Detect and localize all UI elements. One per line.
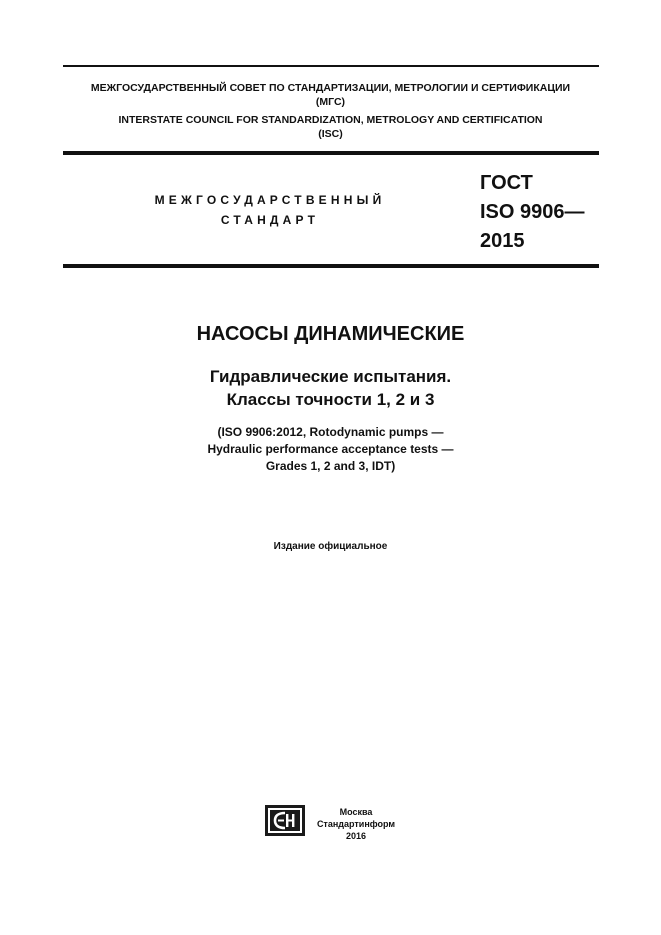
iso-reference-1: (ISO 9906:2012, Rotodynamic pumps — [217,425,444,439]
standard-type-line1: МЕЖГОСУДАРСТВЕННЫЙ [154,193,386,207]
document-title: НАСОСЫ ДИНАМИЧЕСКИЕ [196,323,465,345]
designation-line3: 2015 [480,230,525,252]
council-ru-abbr: (МГС) [315,96,346,108]
publisher-city: Москва [339,807,373,817]
standard-type-line2: СТАНДАРТ [220,213,320,227]
council-en: INTERSTATE COUNCIL FOR STANDARDIZATION, METROLOGY AND CERTIFICATION [118,114,543,126]
council-en-abbr: (ISC) [318,128,343,140]
header-rule [63,151,599,155]
iso-reference-3: Grades 1, 2 and 3, IDT) [265,459,396,473]
designation-line2: ISO 9906— [480,201,585,223]
iso-reference-2: Hydraulic performance acceptance tests — [207,442,454,456]
edition-label: Издание официальное [273,541,388,552]
document-subtitle-1: Гидравлические испытания. [209,367,452,386]
document-subtitle-2: Классы точности 1, 2 и 3 [226,390,435,409]
designation-line1: ГОСТ [480,172,533,194]
publisher-year: 2016 [345,831,367,841]
publisher-name: Стандартинформ [316,819,396,829]
council-ru: МЕЖГОСУДАРСТВЕННЫЙ СОВЕТ ПО СТАНДАРТИЗАЦИИ, МЕТРОЛОГИИ И СЕРТИФИКАЦИИ [90,82,571,94]
top-rule [63,65,599,67]
standartinform-logo [265,805,305,836]
designation-rule [63,264,599,268]
